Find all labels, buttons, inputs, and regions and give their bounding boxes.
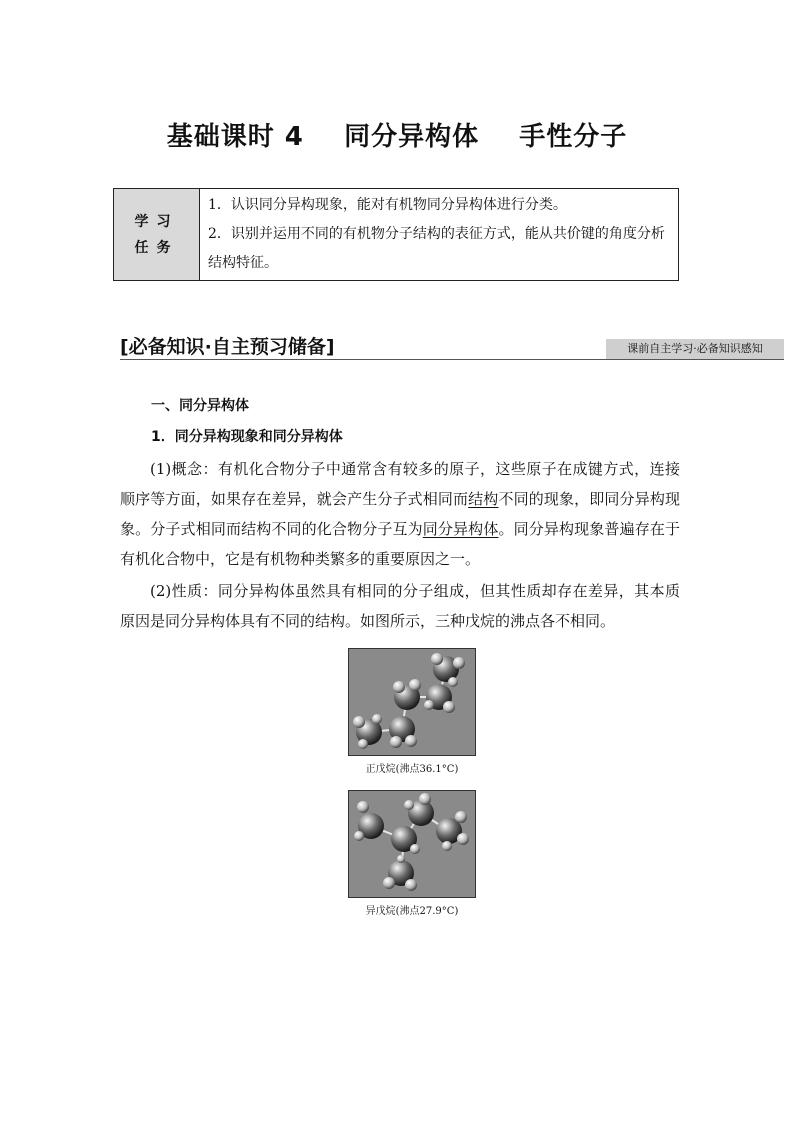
- isopentane-model-image: [348, 790, 476, 898]
- paragraph-property: [120, 576, 680, 636]
- n-pentane-molecule-icon: [349, 649, 475, 755]
- learning-task-table: [113, 188, 679, 281]
- underline-isomer: 同分异构体: [422, 520, 499, 538]
- task-label: 学习任务: [134, 213, 179, 256]
- n-pentane-caption: 正戊烷(沸点36.1°C): [365, 764, 459, 775]
- task-label-cell: [114, 189, 200, 280]
- task-item: 2．识别并运用不同的有机物分子结构的表征方式，能从共价键的角度分析结构特征。: [208, 226, 665, 271]
- task-content: [200, 189, 678, 280]
- isopentane-molecule-icon: [349, 791, 475, 897]
- concept-text-c: 。同分异构现象普遍存在于有机化合物中，它是有机物种类繁多的重要原因之一。: [120, 520, 680, 568]
- paragraph-concept: [120, 454, 680, 574]
- section-heading: [必备知识·自主预习储备]: [120, 336, 335, 358]
- heading-isomers: 一、同分异构体: [151, 398, 249, 414]
- page-title: 基础课时 4 同分异构体 手性分子: [166, 122, 628, 152]
- section-divider: [120, 359, 784, 360]
- task-item: 1．认识同分异构现象，能对有机物同分异构体进行分类。: [208, 197, 567, 213]
- concept-text-a: (1)概念：有机化合物分子中通常含有较多的原子，这些原子在成键方式，连接顺序等方面，如果存在差异，就会产生分子式相同而: [120, 460, 680, 508]
- isopentane-caption: 异戊烷(沸点27.9°C): [365, 906, 459, 917]
- heading-isomerism: 1．同分异构现象和同分异构体: [151, 429, 343, 445]
- section-tag: 课前自主学习·必备知识感知: [606, 339, 784, 359]
- concept-text-b: 不同的现象，即同分异构现象。分子式相同而结构不同的化合物分子互为: [120, 490, 680, 538]
- n-pentane-model-image: [348, 648, 476, 756]
- underline-structure: 结构: [468, 490, 499, 508]
- property-text: (2)性质：同分异构体虽然具有相同的分子组成，但其性质却存在差异，其本质原因是同分异构体具有不同的结构。如图所示，三种戊烷的沸点各不相同。: [120, 582, 680, 630]
